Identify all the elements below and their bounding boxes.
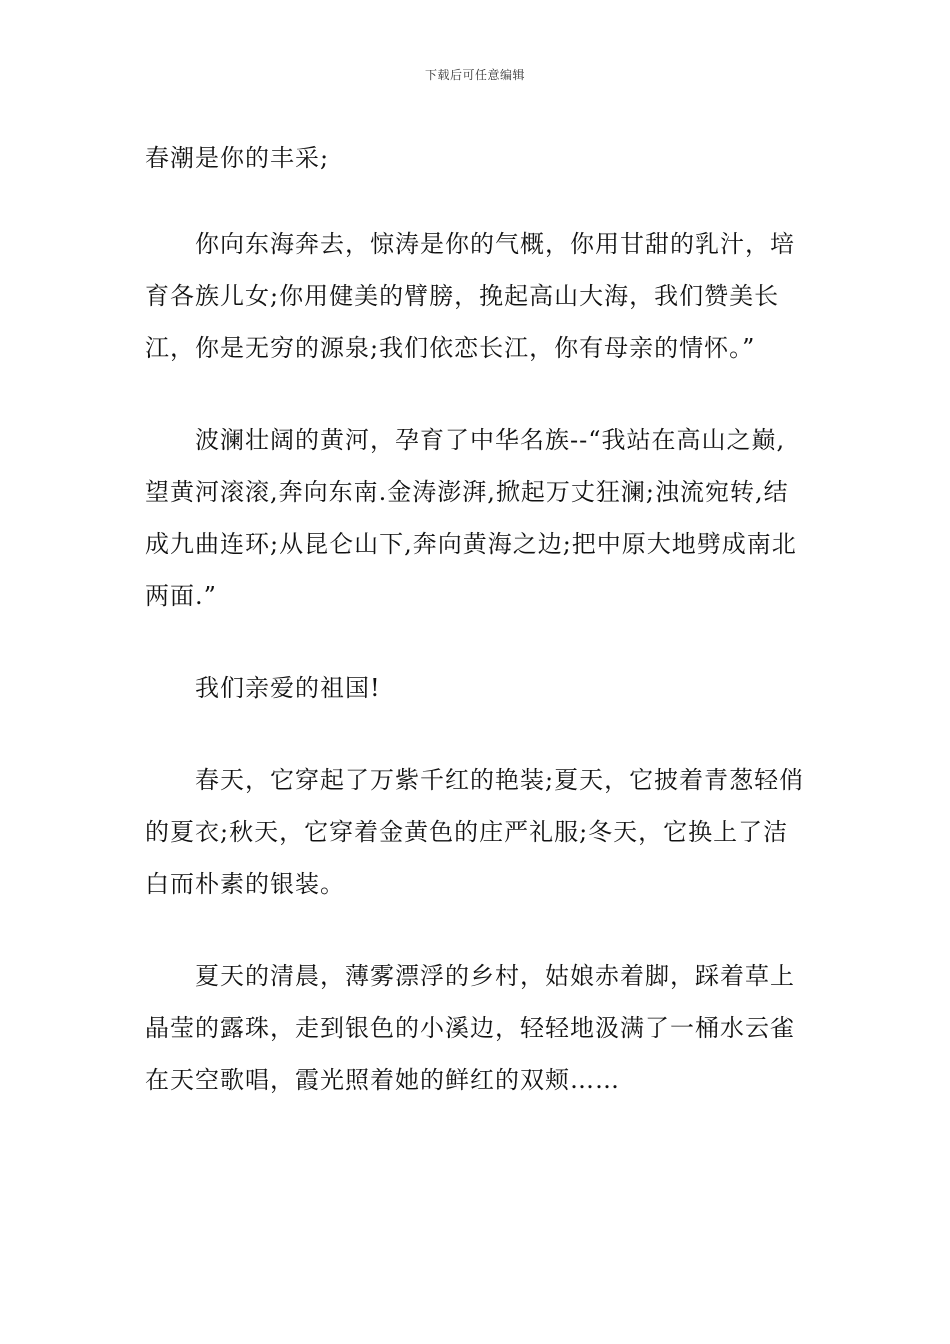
paragraph-yellow-river: 波澜壮阔的黄河，孕育了中华名族--“我站在高山之巅,望黄河滚滚,奔向东南.金涛澎湃,掀起万丈狂澜;浊流宛转,结成九曲连环;从昆仑山下,奔向黄海之边;把中原大地劈成南北两面.” <box>145 426 797 610</box>
paragraph-summer-morning: 夏天的清晨，薄雾漂浮的乡村，姑娘赤着脚，踩着草上晶莹的露珠，走到银色的小溪边，轻轻地汲满了一桶水云雀在天空歌唱，霞光照着她的鲜红的双颊…… <box>145 962 795 1094</box>
paragraph-seasons: 春天，它穿起了万紫千红的艳装;夏天，它披着青葱轻俏的夏衣;秋天，它穿着金黄色的庄严礼服;冬天，它换上了洁白而朴素的银装。 <box>145 766 805 898</box>
document-body <box>145 132 810 1106</box>
paragraph-continuation: 春潮是你的丰采; <box>145 144 330 172</box>
header-note: 下载后可任意编辑 <box>424 68 525 82</box>
paragraph-yangtze: 你向东海奔去，惊涛是你的气概，你用甘甜的乳汁，培育各族儿女;你用健美的臂膀，挽起高山大海，我们赞美长江，你是无穷的源泉;我们依恋长江，你有母亲的情怀。” <box>145 230 795 362</box>
paragraph-motherland: 我们亲爱的祖国! <box>195 674 381 702</box>
